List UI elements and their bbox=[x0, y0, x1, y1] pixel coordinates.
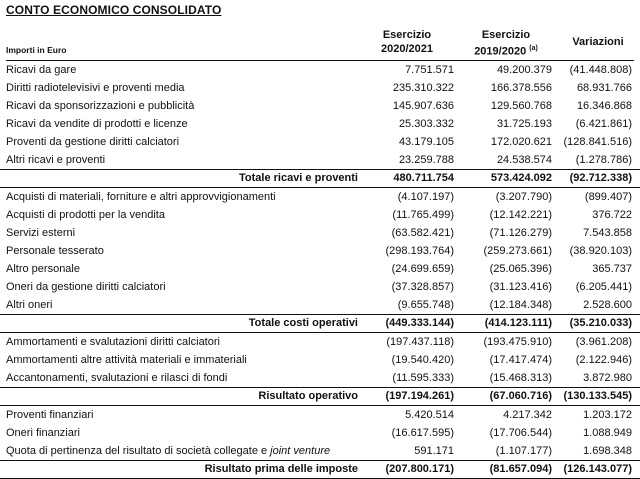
row-value-v1: (298.193.764) bbox=[385, 245, 454, 257]
row-value-v1: (16.617.595) bbox=[391, 427, 454, 439]
table-row bbox=[0, 278, 640, 296]
table-body bbox=[0, 61, 640, 479]
row-value-v2: (12.142.221) bbox=[489, 209, 552, 221]
table-row bbox=[0, 133, 640, 151]
row-value-v3: 1.088.949 bbox=[583, 427, 632, 439]
row-label: Ammortamenti altre attività materiali e immateriali bbox=[6, 354, 247, 366]
row-value-v1: (24.699.659) bbox=[391, 263, 454, 275]
row-value-v2: 4.217.342 bbox=[503, 409, 552, 421]
column-header-line: Esercizio bbox=[481, 29, 531, 41]
row-value-v3: (6.205.441) bbox=[575, 281, 632, 293]
row-value-v1: (19.540.420) bbox=[391, 354, 454, 366]
table-row bbox=[0, 424, 640, 442]
table-row bbox=[0, 224, 640, 242]
row-value-v3: (126.143.077) bbox=[563, 463, 632, 475]
table-row bbox=[0, 61, 640, 79]
row-value-v3: (41.448.808) bbox=[569, 64, 632, 76]
row-value-v1: 25.303.332 bbox=[398, 118, 454, 130]
table-row bbox=[0, 260, 640, 278]
row-label: Diritti radiotelevisivi e proventi media bbox=[6, 82, 185, 94]
row-value-v2: (15.468.313) bbox=[489, 372, 552, 384]
row-value-v2: 31.725.193 bbox=[496, 118, 552, 130]
row-value-v3: 16.346.868 bbox=[576, 100, 632, 112]
row-value-v2: (414.123.111) bbox=[484, 317, 552, 329]
table-row bbox=[0, 115, 640, 133]
row-value-v2: (81.657.094) bbox=[489, 463, 552, 475]
column-header-line bbox=[456, 42, 556, 59]
row-label: Totale ricavi e proventi bbox=[238, 172, 358, 184]
row-value-v1: (207.800.171) bbox=[385, 463, 454, 475]
row-label: Acquisti di prodotti per la vendita bbox=[6, 209, 165, 221]
table-row bbox=[0, 442, 640, 460]
row-label: Altri ricavi e proventi bbox=[6, 154, 106, 166]
column-header-2020-2021 bbox=[362, 28, 452, 56]
row-value-v1: (197.437.118) bbox=[386, 336, 454, 348]
row-label: Acquisti di materiali, forniture e altri approvvigionamenti bbox=[6, 191, 276, 203]
table-row bbox=[0, 188, 640, 206]
row-value-v2: (67.060.716) bbox=[489, 390, 552, 402]
row-label: Ricavi da vendite di prodotti e licenze bbox=[6, 118, 188, 130]
column-header-variazioni: Variazioni bbox=[572, 36, 624, 48]
row-label: Risultato operativo bbox=[258, 390, 358, 402]
table-row bbox=[0, 151, 640, 169]
row-value-v2: 49.200.379 bbox=[496, 64, 552, 76]
column-header-2019-2020 bbox=[456, 28, 556, 59]
total-row bbox=[0, 387, 640, 406]
row-value-v1: (11.595.333) bbox=[392, 372, 454, 384]
row-value-v3: (1.278.786) bbox=[575, 154, 632, 166]
table-row bbox=[0, 242, 640, 260]
column-header-line: Esercizio bbox=[382, 29, 432, 41]
page-title: CONTO ECONOMICO CONSOLIDATO bbox=[6, 3, 222, 17]
row-value-v3: (899.407) bbox=[584, 191, 632, 203]
row-label: Personale tesserato bbox=[6, 245, 104, 257]
row-label: Altro personale bbox=[6, 263, 80, 275]
row-value-v3: 1.203.172 bbox=[583, 409, 632, 421]
row-value-v3: (128.841.516) bbox=[563, 136, 632, 148]
row-value-v1: 7.751.571 bbox=[405, 64, 454, 76]
table-row bbox=[0, 333, 640, 351]
row-value-v2: (25.065.396) bbox=[489, 263, 552, 275]
row-label: Totale costi operativi bbox=[248, 317, 358, 329]
table-row bbox=[0, 206, 640, 224]
row-value-v2: (12.184.348) bbox=[489, 299, 552, 311]
row-value-v3: (130.133.545) bbox=[563, 390, 632, 402]
row-value-v2: 24.538.574 bbox=[496, 154, 552, 166]
row-label: Ricavi da sponsorizzazioni e pubblicità bbox=[6, 100, 195, 112]
row-value-v3: (92.712.338) bbox=[569, 172, 632, 184]
row-value-v2: (1.107.177) bbox=[495, 445, 552, 457]
row-value-v3: 7.543.858 bbox=[583, 227, 632, 239]
row-label: Proventi finanziari bbox=[6, 409, 94, 421]
row-value-v3: 2.528.600 bbox=[583, 299, 632, 311]
table-row bbox=[0, 97, 640, 115]
row-label: Ricavi da gare bbox=[6, 64, 77, 76]
table-row bbox=[0, 296, 640, 314]
row-value-v2: 573.424.092 bbox=[490, 172, 552, 184]
row-label: Accantonamenti, svalutazioni e rilasci di fondi bbox=[6, 372, 228, 384]
table-row bbox=[0, 406, 640, 424]
row-value-v3: (6.421.861) bbox=[575, 118, 632, 130]
row-value-v1: (11.765.499) bbox=[392, 209, 454, 221]
table-header bbox=[0, 28, 640, 61]
footnote-marker: (a) bbox=[529, 45, 538, 52]
row-value-v1: 43.179.105 bbox=[398, 136, 454, 148]
column-header-year: 2019/2020 bbox=[474, 45, 527, 58]
row-value-v3: (38.920.103) bbox=[569, 245, 632, 257]
column-header-line: 2020/2021 bbox=[381, 43, 433, 55]
row-value-v1: 5.420.514 bbox=[405, 409, 454, 421]
row-value-v2: 166.378.556 bbox=[490, 82, 552, 94]
row-label: Risultato prima delle imposte bbox=[204, 463, 358, 475]
row-value-v1: 480.711.754 bbox=[393, 172, 454, 184]
table-row bbox=[0, 79, 640, 97]
row-value-v1: 235.310.322 bbox=[392, 82, 454, 94]
row-value-v3: 1.698.348 bbox=[583, 445, 632, 457]
row-label: Servizi esterni bbox=[6, 227, 76, 239]
total-row bbox=[0, 460, 640, 479]
row-value-v2: (3.207.790) bbox=[495, 191, 552, 203]
row-label: Oneri da gestione diritti calciatori bbox=[6, 281, 166, 293]
row-label: Proventi da gestione diritti calciatori bbox=[6, 136, 180, 148]
row-value-v3: 376.722 bbox=[592, 209, 632, 221]
row-value-v1: 23.259.788 bbox=[398, 154, 454, 166]
row-label: Quota di pertinenza del risultato di società collegate e joint venture bbox=[6, 445, 331, 457]
total-row bbox=[0, 314, 640, 333]
row-value-v3: (2.122.946) bbox=[575, 354, 632, 366]
row-value-v2: 129.560.768 bbox=[490, 100, 552, 112]
unit-label: Importi in Euro bbox=[6, 45, 67, 55]
row-value-v2: (193.475.910) bbox=[483, 336, 552, 348]
row-value-v1: (4.107.197) bbox=[397, 191, 454, 203]
row-label: Altri oneri bbox=[6, 299, 53, 311]
row-value-v2: (259.273.661) bbox=[483, 245, 552, 257]
row-value-v2: (71.126.279) bbox=[489, 227, 552, 239]
row-value-v2: 172.020.621 bbox=[490, 136, 552, 148]
row-value-v3: 68.931.766 bbox=[576, 82, 632, 94]
row-value-v1: (37.328.857) bbox=[391, 281, 454, 293]
row-value-v3: (35.210.033) bbox=[569, 317, 632, 329]
row-label: Ammortamenti e svalutazioni diritti calciatori bbox=[6, 336, 220, 348]
row-value-v3: 365.737 bbox=[592, 263, 632, 275]
row-value-v1: 591.171 bbox=[414, 445, 454, 457]
row-value-v1: (63.582.421) bbox=[391, 227, 454, 239]
row-value-v1: (449.333.144) bbox=[385, 317, 454, 329]
table-row bbox=[0, 369, 640, 387]
total-row bbox=[0, 169, 640, 188]
row-value-v1: 145.907.636 bbox=[392, 100, 454, 112]
row-value-v3: (3.961.208) bbox=[575, 336, 632, 348]
row-label: Oneri finanziari bbox=[6, 427, 80, 439]
row-value-v2: (17.706.544) bbox=[489, 427, 552, 439]
row-value-v1: (197.194.261) bbox=[385, 390, 454, 402]
row-value-v2: (31.123.416) bbox=[489, 281, 552, 293]
row-value-v1: (9.655.748) bbox=[397, 299, 454, 311]
table-row bbox=[0, 351, 640, 369]
row-value-v2: (17.417.474) bbox=[489, 354, 552, 366]
row-value-v3: 3.872.980 bbox=[583, 372, 632, 384]
